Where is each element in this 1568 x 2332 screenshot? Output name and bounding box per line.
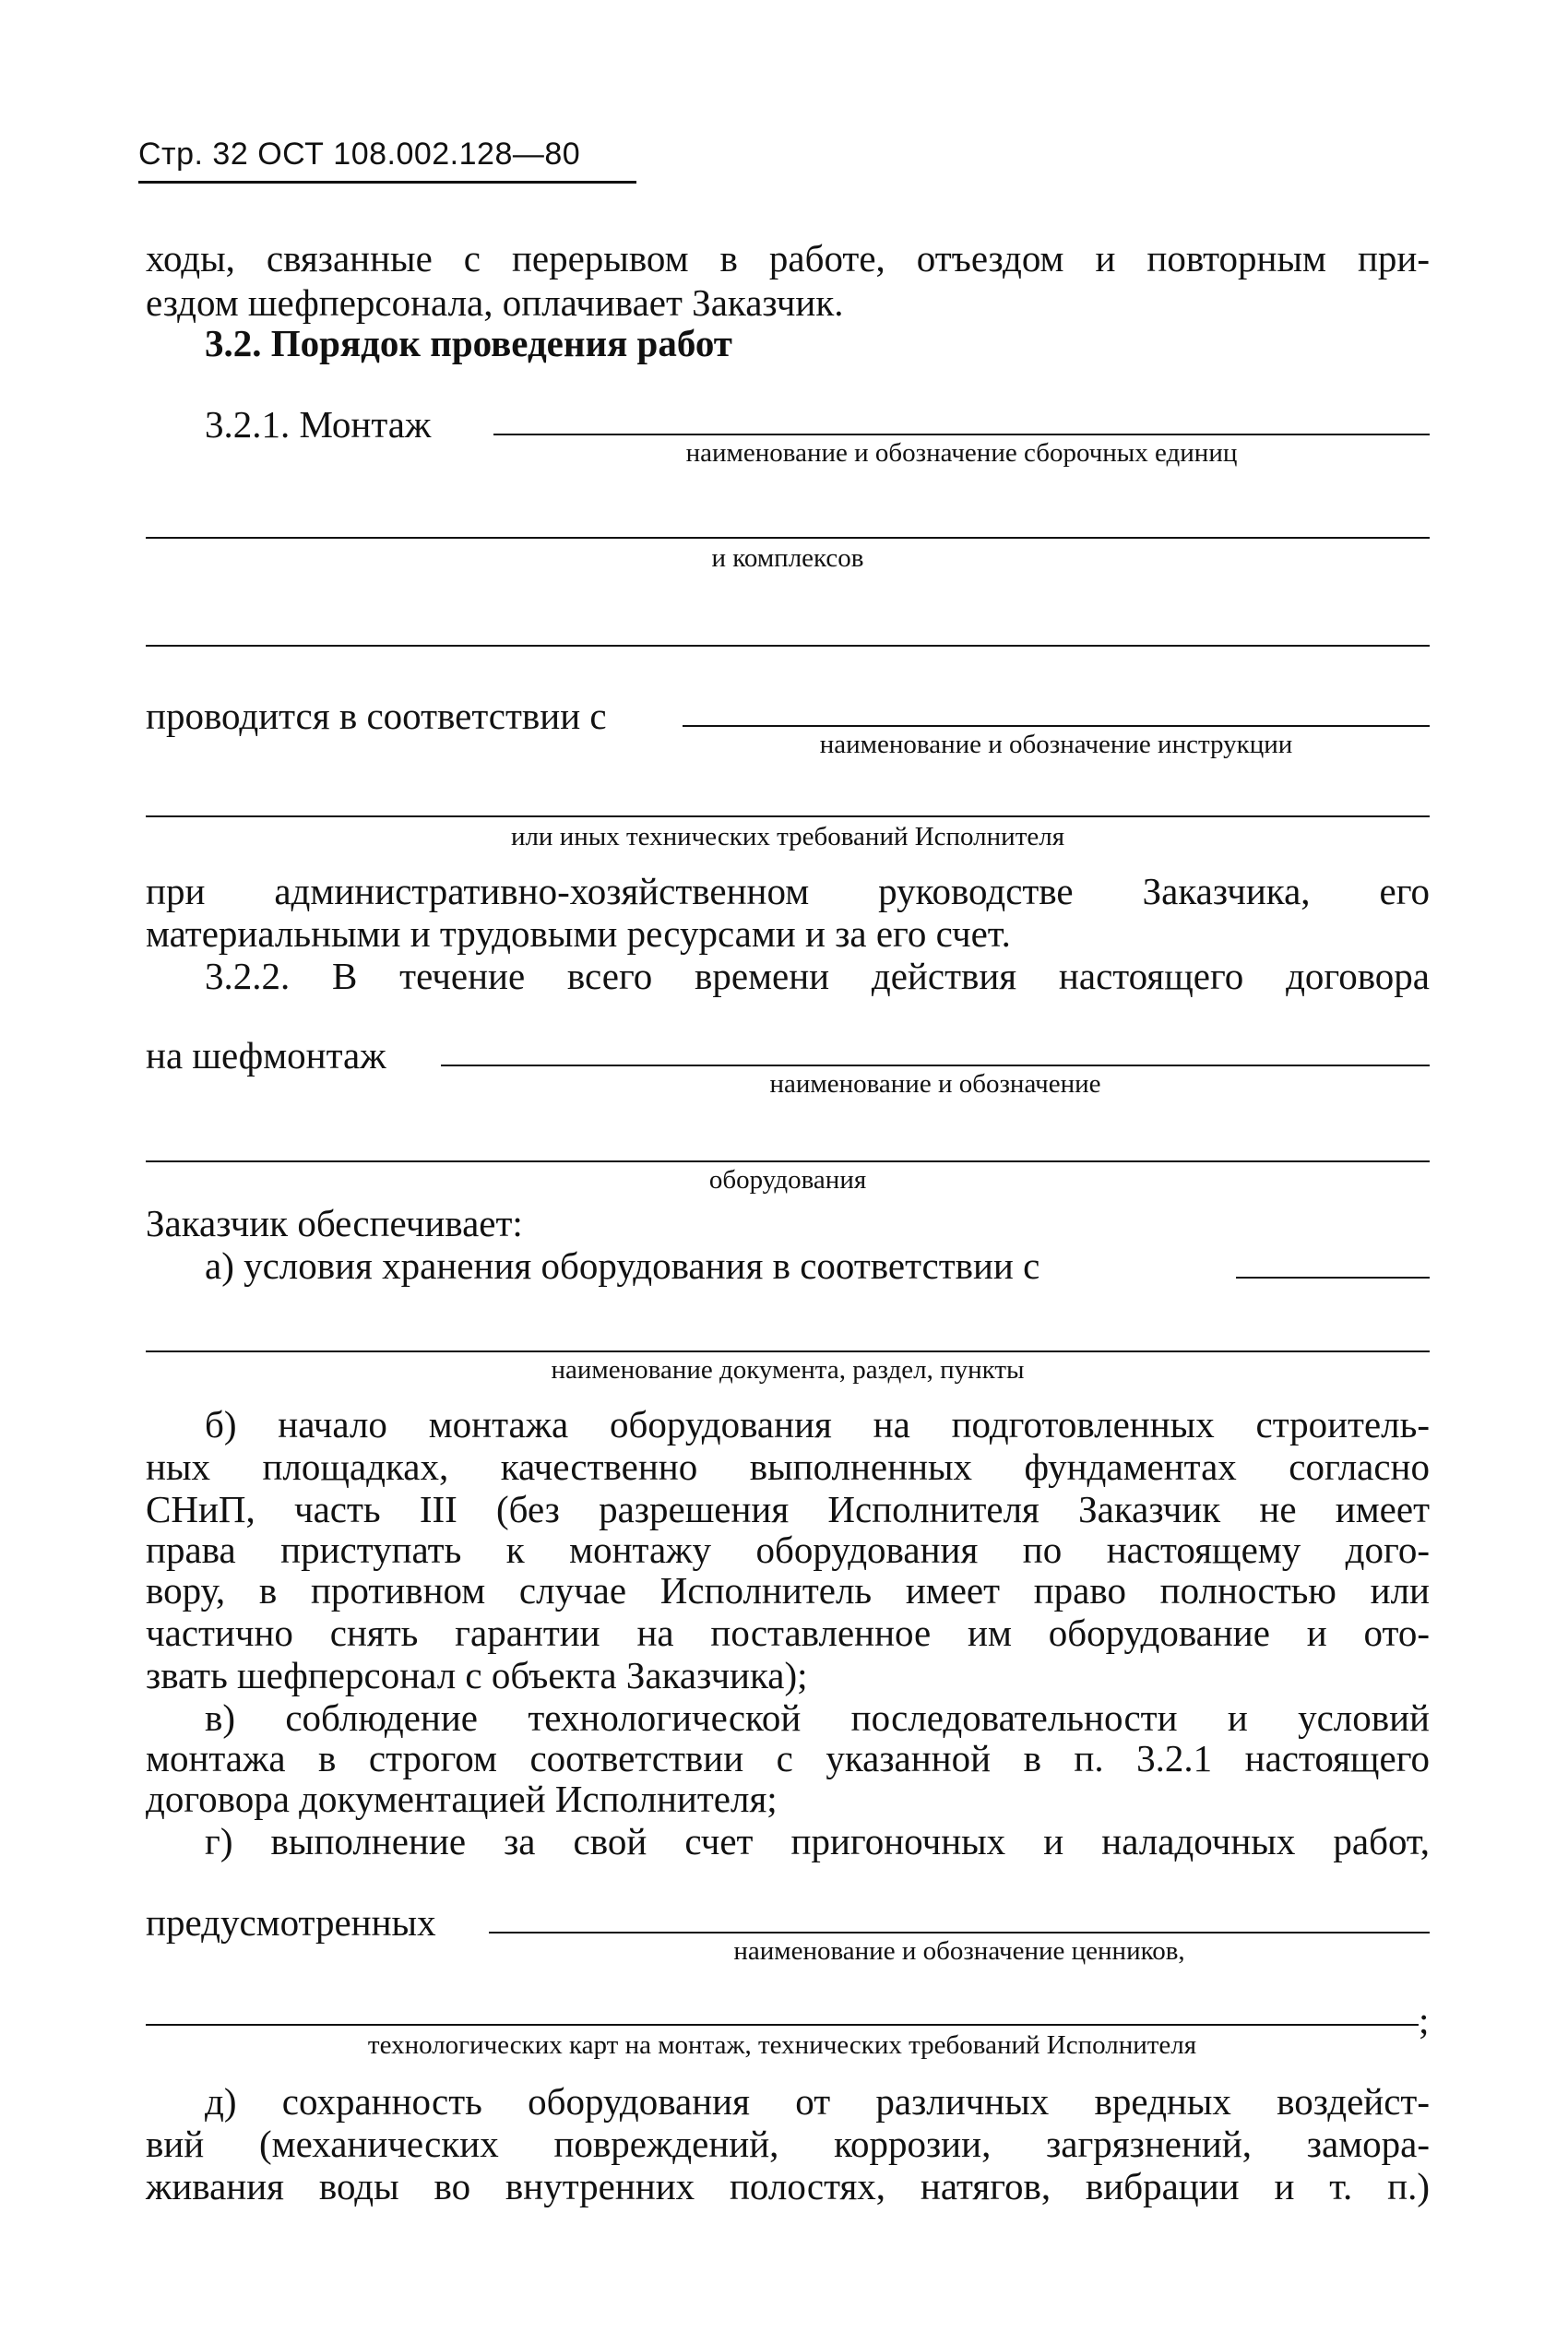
text-line: монтажа в строгом соответствии с указанной в п. 3.2.1 настоящего [146,1737,1430,1779]
fill-in-line [489,1932,1430,1933]
fill-in-line [683,725,1430,727]
text-line: при административно-хозяйственном руководстве Заказчика, его [146,870,1430,912]
field-caption: наименование документа, раздел, пункты [551,1355,1025,1385]
field-caption: наименование и обозначение [769,1069,1101,1099]
fill-in-line [146,1350,1430,1352]
text-line: а) условия хранения оборудования в соответствии с [205,1244,1040,1287]
text-line: СНиП, часть III (без разрешения Исполнителя Заказчик не имеет [146,1488,1430,1530]
text-line: б) начало монтажа оборудования на подготовленных строитель- [205,1403,1430,1446]
fill-in-line [1236,1277,1430,1279]
fill-in-line [146,537,1430,539]
semicolon: ; [1419,1999,1430,2041]
text-line: договора документацией Исполнителя; [146,1778,778,1820]
text-line: 3.2.2. В течение всего времени действия настоящего договора [205,955,1430,997]
text-line: г) выполнение за свой счет пригоночных и наладочных работ, [205,1820,1430,1862]
text-line: предусмотренных [146,1901,436,1944]
text-line: звать шефперсонал с объекта Заказчика); [146,1654,808,1696]
text-line: ных площадках, качественно выполненных фундаментах согласно [146,1446,1430,1488]
fill-in-line [146,2024,1419,2026]
text-line: вий (механических повреждений, коррозии, загрязнений, замора- [146,2123,1430,2165]
text-line: Заказчик обеспечивает: [146,1202,523,1244]
page-header: Стр. 32 ОСТ 108.002.128—80 [138,137,581,172]
field-caption: оборудования [708,1165,867,1195]
field-caption: технологических карт на монтаж, технических требований Исполнителя [367,2030,1197,2060]
text-line: 3.2.1. Монтаж [205,403,432,446]
fill-in-line [493,434,1430,435]
text-line: в) соблюдение технологической последовательности и условий [205,1696,1430,1739]
field-caption: наименование и обозначение ценников, [733,1936,1185,1966]
section-heading: 3.2. Порядок проведения работ [205,322,732,364]
field-caption: или иных технических требований Исполнителя [510,822,1065,851]
field-caption: и комплексов [711,543,864,573]
text-line: ездом шефперсонала, оплачивает Заказчик. [146,281,844,324]
text-line: ходы, связанные с перерывом в работе, отъездом и повторным при- [146,237,1430,280]
text-line: д) сохранность оборудования от различных вредных воздейст- [205,2080,1430,2123]
fill-in-line [146,645,1430,647]
text-line: проводится в соответствии с [146,695,607,737]
text-line: права приступать к монтажу оборудования по настоящему дого- [146,1529,1430,1571]
text-line: материальными и трудовыми ресурсами и за его счет. [146,912,1011,955]
fill-in-line [146,1160,1430,1162]
field-caption: наименование и обозначение сборочных единиц [685,438,1238,468]
field-caption: наименование и обозначение инструкции [819,730,1293,759]
text-line: живания воды во внутренних полостях, натягов, вибрации и т. п.) [146,2165,1430,2207]
text-line: вору, в противном случае Исполнитель имеет право полностью или [146,1569,1430,1612]
fill-in-line [441,1065,1430,1066]
header-rule [138,181,636,184]
text-line: на шефмонтаж [146,1034,386,1077]
fill-in-line [146,815,1430,817]
text-line: частично снять гарантии на поставленное им оборудование и ото- [146,1612,1430,1654]
